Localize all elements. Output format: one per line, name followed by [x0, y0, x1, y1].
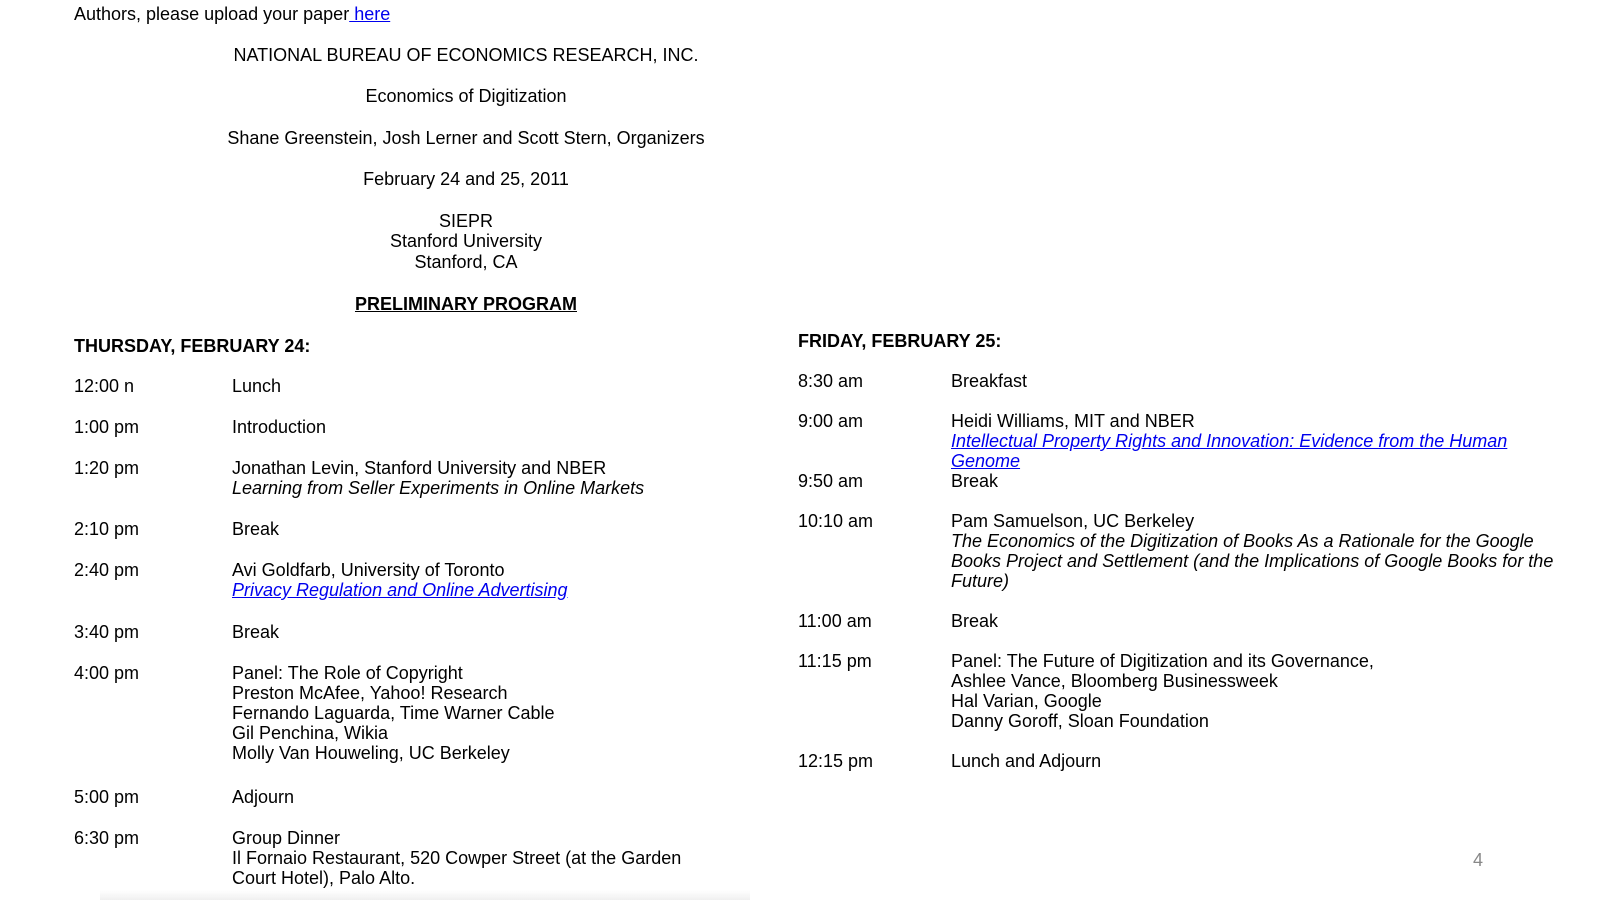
session-line: Ashlee Vance, Bloomberg Businessweek — [951, 671, 1278, 691]
session-time: 2:40 pm — [74, 560, 140, 580]
page-number: 4 — [1473, 850, 1484, 870]
paper-title: The Economics of the Digitization of Books As a Rationale for the Google Books Project and Settlement (and the Implications of Google Books for the Future) — [951, 531, 1554, 591]
session-details — [951, 651, 1561, 731]
session-line: Gil Penchina, Wikia — [232, 723, 389, 743]
session-line: Preston McAfee, Yahoo! Research — [232, 683, 508, 703]
paper-title: Learning from Seller Experiments in Online Markets — [232, 478, 645, 498]
session-details — [951, 471, 1561, 491]
program-title: PRELIMINARY PROGRAM — [354, 294, 577, 314]
session-line: Break — [232, 622, 280, 642]
session-line: Break — [951, 611, 999, 631]
session-details — [232, 519, 792, 539]
session-line: Group Dinner — [232, 828, 341, 848]
session-line: Hal Varian, Google — [951, 691, 1102, 711]
session-details — [232, 417, 792, 437]
session-details — [232, 376, 792, 396]
session-time: 1:00 pm — [74, 417, 140, 437]
organizers: Shane Greenstein, Josh Lerner and Scott Stern, Organizers — [227, 128, 705, 148]
thursday-heading: THURSDAY, FEBRUARY 24: — [74, 336, 311, 356]
session-time: 3:40 pm — [74, 622, 140, 642]
session-details — [232, 622, 792, 642]
session-time: 9:00 am — [798, 411, 864, 431]
session-details — [951, 371, 1561, 391]
session-time: 1:20 pm — [74, 458, 140, 478]
session-time: 12:00 n — [74, 376, 135, 396]
upload-link[interactable]: here — [349, 4, 391, 24]
venue-line-1: SIEPR — [438, 211, 494, 231]
session-time: 9:50 am — [798, 471, 864, 491]
session-time: 5:00 pm — [74, 787, 140, 807]
session-line: Molly Van Houweling, UC Berkeley — [232, 743, 510, 763]
session-line: Danny Goroff, Sloan Foundation — [951, 711, 1209, 731]
org-name: NATIONAL BUREAU OF ECONOMICS RESEARCH, INC. — [233, 45, 699, 65]
conference-title: Economics of Digitization — [365, 86, 567, 106]
session-details — [232, 663, 792, 763]
session-details — [951, 751, 1561, 771]
session-time: 11:15 pm — [798, 651, 872, 671]
paper-link[interactable]: Intellectual Property Rights and Innovation: Evidence from the Human Genome — [951, 431, 1508, 471]
session-line: Break — [951, 471, 999, 491]
venue-line-2: Stanford University — [389, 231, 543, 251]
venue-line-3: Stanford, CA — [414, 252, 518, 272]
session-details — [951, 511, 1561, 591]
friday-heading: FRIDAY, FEBRUARY 25: — [798, 331, 1002, 351]
session-details — [232, 828, 792, 888]
session-time: 6:30 pm — [74, 828, 140, 848]
session-time: 4:00 pm — [74, 663, 140, 683]
session-line: Introduction — [232, 417, 327, 437]
paper-link[interactable]: Privacy Regulation and Online Advertising — [232, 580, 568, 600]
session-line: Adjourn — [232, 787, 295, 807]
upload-notice — [74, 4, 390, 24]
session-line: Il Fornaio Restaurant, 520 Cowper Street (at the Garden — [232, 848, 682, 868]
conference-dates: February 24 and 25, 2011 — [363, 169, 569, 189]
session-time: 11:00 am — [798, 611, 872, 631]
session-line: Breakfast — [951, 371, 1028, 391]
session-time: 10:10 am — [798, 511, 874, 531]
session-line: Break — [232, 519, 280, 539]
session-line: Panel: The Future of Digitization and its Governance, — [951, 651, 1374, 671]
session-line: Lunch and Adjourn — [951, 751, 1102, 771]
page-edge-shadow — [100, 890, 750, 900]
session-details — [951, 411, 1561, 471]
session-line: Avi Goldfarb, University of Toronto — [232, 560, 505, 580]
session-line: Pam Samuelson, UC Berkeley — [951, 511, 1195, 531]
session-line: Lunch — [232, 376, 282, 396]
session-details — [232, 560, 792, 600]
session-time: 2:10 pm — [74, 519, 140, 539]
session-line: Jonathan Levin, Stanford University and NBER — [232, 458, 607, 478]
session-details — [232, 458, 792, 498]
session-line: Heidi Williams, MIT and NBER — [951, 411, 1195, 431]
session-time: 8:30 am — [798, 371, 864, 391]
session-line: Panel: The Role of Copyright — [232, 663, 463, 683]
session-details — [951, 611, 1561, 631]
upload-prefix: Authors, please upload your paper — [74, 4, 350, 24]
session-details — [232, 787, 792, 807]
session-line: Fernando Laguarda, Time Warner Cable — [232, 703, 555, 723]
session-time: 12:15 pm — [798, 751, 874, 771]
session-line: Court Hotel), Palo Alto. — [232, 868, 416, 888]
